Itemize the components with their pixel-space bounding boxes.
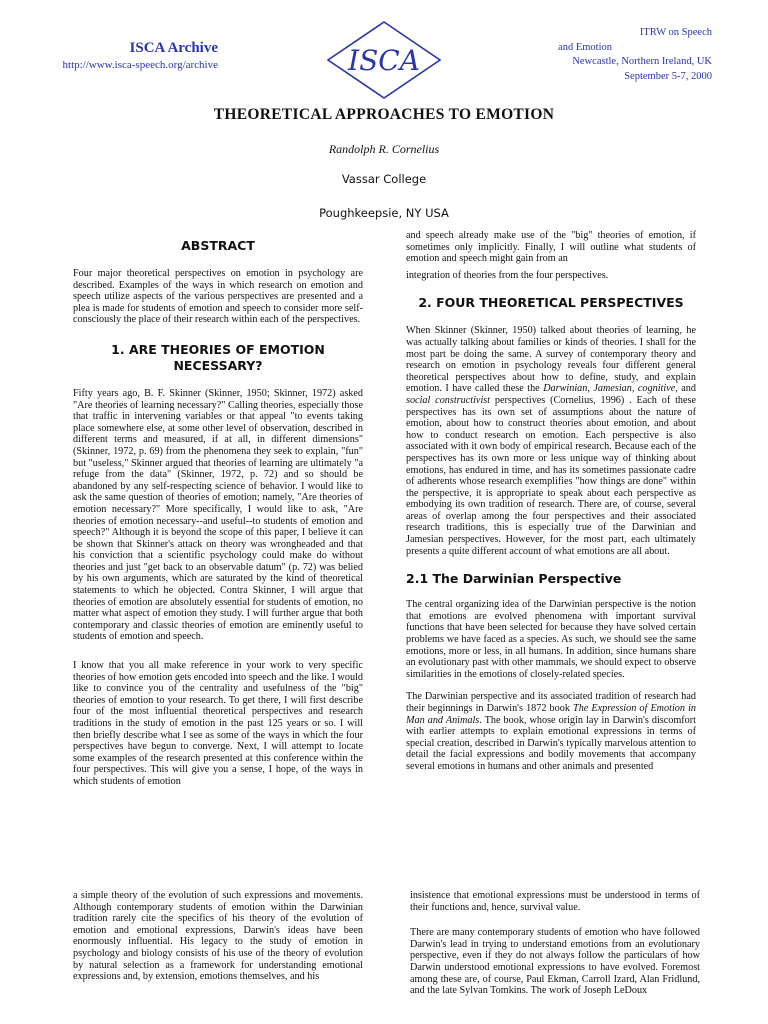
section-2-1-paragraph-1: The central organizing idea of the Darwinian perspective is the notion that emotions are evolved phenomena with important survival functions that have been selected for because they have solved certain problems we have faced as a species. As such, we should see the same emotions, more or less, in all humans. In addition, since humans share an evolutionary past with other mammals, we should expect to observe similarities in the emotions of closely-related species. xyxy=(406,599,696,680)
right-column-bottom xyxy=(410,890,700,1008)
paper-author: Randolph R. Cornelius xyxy=(328,142,440,156)
section-1-paragraph-2: I know that you all make reference in your work to very specific theories of how emotion gets encoded into speech and the like. I would like to convince you of the centrality and usefulness of the "big" theories of emotion to your research. To get there, I will first describe four of the most influential theoretical perspectives and research traditions in the study of emotion in the past 125 years or so. I will then briefly describe what I see as some of the ways in which the four perspectives have begun to converge. Next, I will attempt to locate some examples of the research presented at this conference within the four perspectives. This will give you a sense, I hope, of the ways in which students of emotion xyxy=(73,660,363,787)
archive-title: ISCA Archive xyxy=(129,40,218,56)
conf-line-1: ITRW on Speech xyxy=(639,27,712,38)
section-2-heading: 2. FOUR THEORETICAL PERSPECTIVES xyxy=(418,295,684,311)
isca-logo xyxy=(326,20,442,100)
section-1-paragraph-1: Fifty years ago, B. F. Skinner (Skinner, 1950; Skinner, 1972) asked "Are theories of learning necessary?" Calling theories, especially those that traffic in intervening variables or that appeal "to events taking place somewhere else, at some other level of observation, described in different terms and measured, if at all, in different dimensions" (Skinner, 1972, p. 69) from the phenomena they seek to explain, "fun" but "useless," Skinner argued that theories of learning are ultimately "a refuge from the data" (Skinner, 1972, p. 72) and so should be abandoned by any self-respecting science of behavior. I would like to ask the same question of theories of emotion; namely, "Are theories of emotion necessary?" More specifically, I would like to ask, "Are theories of emotion necessary--and useful--to students of emotion and speech?" Although it is beyond the scope of this paper, I believe it can be shown that Skinner's attack on theory was wrongheaded and that his conviction that a scientific psychology could make do without theories and just "get back to an observable datum" (p. 72) was belied by his own arguments, which are saturated by the kind of theoretical statements to which he objected. Contra Skinner, I will argue that theories of emotion are absolutely essential for students of emotion, no matter what aspect of emotion they study. I will further argue that both contemporary and classic theories of emotion are eminently useful to students of emotion and speech. xyxy=(73,387,363,643)
left-bottom-paragraph: a simple theory of the evolution of such expressions and movements. Although contemporary students of emotion within the Darwinian tradition rarely cite the specifics of his theory of the evolution of emotion and emotional expressions, Darwin's ideas have been enormously influential. His legacy to the study of emotion in psychology and biology consists of his use of the theory of evolution by natural selection as a framework for understanding emotional expressions and, by extension, emotions themselves, and his xyxy=(73,890,363,983)
right-continued-paragraph-end: integration of theories from the four perspectives. xyxy=(406,269,609,281)
abstract-text: Four major theoretical perspectives on emotion in psychology are described. Examples of the ways in which research on emotion and speech utilize aspects of the various perspectives are presented and a plea is made for students of emotion and speech to consider more self-consciously the place of their research within each of the perspectives. xyxy=(73,268,363,326)
right-bottom-paragraph-1: insistence that emotional expressions must be understood in terms of their functions and, hence, survival value. xyxy=(410,890,700,913)
archive-url-link[interactable]: http://www.isca-speech.org/archive xyxy=(62,59,218,71)
conf-line-4: September 5-7, 2000 xyxy=(624,70,712,82)
left-column xyxy=(73,238,363,799)
conf-line-3: Newcastle, Northern Ireland, UK xyxy=(572,56,712,67)
section-2-1-heading: 2.1 The Darwinian Perspective xyxy=(406,571,622,587)
conference-info xyxy=(492,26,712,84)
right-continued-paragraph: and speech already make use of the "big" theories of emotion, if sometimes only implicitly. Finally, I will outline what students of emotion and speech might gain from an xyxy=(406,230,696,265)
paper-title: THEORETICAL APPROACHES TO EMOTION xyxy=(213,106,555,123)
right-column xyxy=(406,230,696,784)
conf-line-2: and Emotion xyxy=(558,41,612,53)
paper-location: Poughkeepsie, NY USA xyxy=(319,206,449,220)
paper-affiliation: Vassar College xyxy=(341,172,427,186)
abstract-heading: ABSTRACT xyxy=(181,238,255,253)
section-2-paragraph-1: When Skinner (Skinner, 1950) talked about theories of learning, he was actually talking about families or kinds of theories. I shall for the most part be doing the same. A survey of contemporary theory and research on emotion in psychology reveals four different general theoretical perspectives about how to define, study, and explain emotion. I have called these the Darwinian, Jamesian, cognitive, and social constructivist perspectives (Cornelius, 1996) . Each of these perspectives has its own set of assumptions about the nature of emotion, about how to construct theories about emotion, and about how to conduct research on emotion. Each perspective is also associated with it own body of empirical research. Because each of the perspectives has its own more or less unique way of thinking about emotions, has endured in time, and has its sometimes passionate cadre of adherents whose research exemplifies "how things are done" within the perspective, it is appropriate to speak about each perspective as embodying its own tradition of research. There are, of course, several areas of overlap among the four perspectives and their associated research traditions, this is especially true of the Darwinian and Jamesian perspectives. However, for the most part, each ultimately presents a quite different account of what emotions are all about. xyxy=(406,325,696,557)
left-column-bottom xyxy=(73,890,363,994)
svg-text:ISCA: ISCA xyxy=(348,44,420,77)
section-2-1-paragraph-2: The Darwinian perspective and its associated tradition of research had their beginnings in Darwin's 1872 book The Expression of Emotion in Man and Animals. The book, whose origin lay in Darwin's discomfort with earlier attempts to explain emotional expressions in terms of special creation, described in Darwin's typically marvelous attention to detail the facial expressions and bodily movements that accompany several emotions in humans and other animals and presented xyxy=(406,691,697,772)
right-bottom-paragraph-2: There are many contemporary students of emotion who have followed Darwin's lead in trying to understand emotions from an evolutionary perspective, even if they do not always follow the particulars of how Darwin understood emotional expressions to have evolved. Foremost among these are, of course, Paul Ekman, Carroll Izard, Alan Fridlund, and the late Sylvan Tomkins. The work of Joseph LeDoux xyxy=(410,927,700,997)
section-1-heading: 1. ARE THEORIES OF EMOTION NECESSARY? xyxy=(111,341,325,373)
archive-header xyxy=(38,40,218,71)
